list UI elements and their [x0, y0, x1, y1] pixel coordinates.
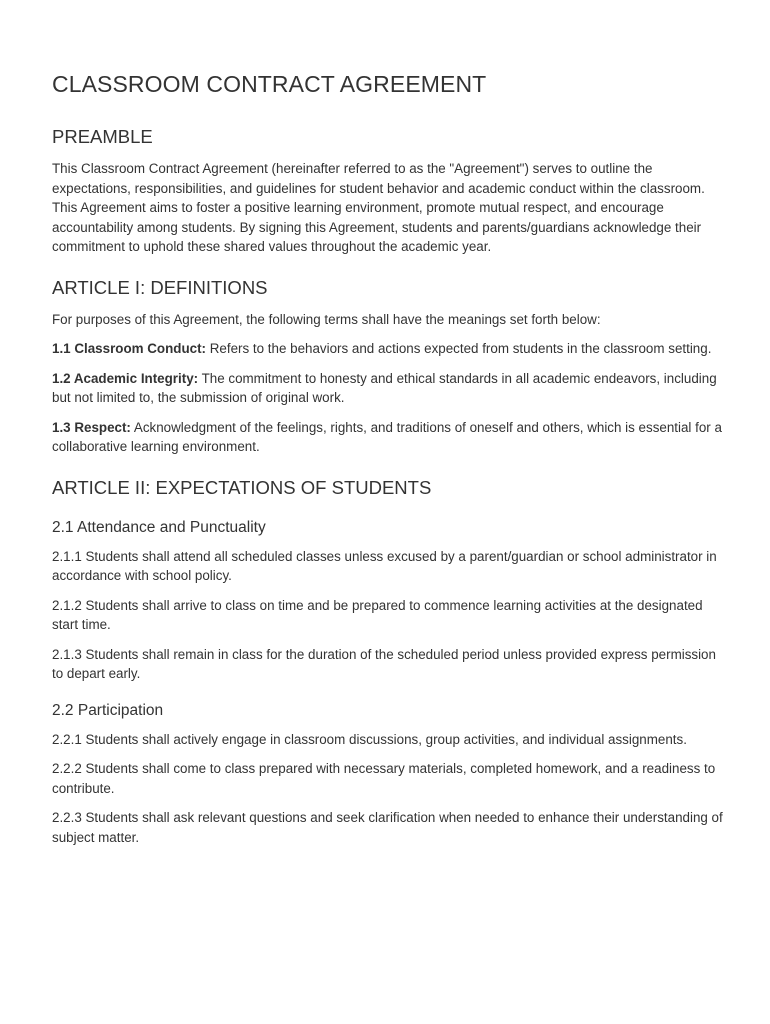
- clause-2-2-2: 2.2.2 Students shall come to class prepared with necessary materials, completed homework, and a readiness to contribute.: [52, 761, 716, 796]
- preamble-text: This Classroom Contract Agreement (hereinafter referred to as the "Agreement") serves to outline the expectations, responsibilities, and guidelines for student behavior and academic conduct within the classroom. This Agreement aims to foster a positive learning environment, promote mutual respect, and encourage accountability among students. By signing this Agreement, students and parents/guardians acknowledge their commitment to uphold these shared values throughout the academic year.: [52, 161, 705, 254]
- clause-2-1-3: 2.1.3 Students shall remain in class for the duration of the scheduled period unless provided express permission to depart early.: [52, 646, 716, 681]
- clause-2-2-3: 2.2.3 Students shall ask relevant questions and seek clarification when needed to enhance their understanding of subject matter.: [52, 810, 723, 845]
- document-title: CLASSROOM CONTRACT AGREEMENT: [52, 71, 487, 97]
- definition-1-1: [52, 339, 724, 359]
- clause-2-2-1: 2.2.1 Students shall actively engage in classroom discussions, group activities, and individual assignments.: [52, 731, 687, 747]
- definition-1-3: [52, 418, 724, 457]
- article-1-heading: ARTICLE I: DEFINITIONS: [52, 276, 268, 298]
- definition-text: Acknowledgment of the feelings, rights, and traditions of oneself and others, which is essential for a collaborative learning environment.: [52, 419, 722, 454]
- definition-term: 1.2 Academic Integrity:: [52, 370, 199, 386]
- clause-2-1-2: 2.1.2 Students shall arrive to class on time and be prepared to commence learning activities at the designated start time.: [52, 597, 703, 632]
- document-page: [52, 68, 724, 857]
- definition-1-2: [52, 369, 724, 408]
- article-1-intro: For purposes of this Agreement, the following terms shall have the meanings set forth below:: [52, 311, 601, 327]
- definition-term: 1.1 Classroom Conduct:: [52, 341, 207, 356]
- definition-text: The commitment to honesty and ethical standards in all academic endeavors, including but not limited to, the submission of original work.: [52, 370, 717, 405]
- preamble-heading: PREAMBLE: [52, 126, 153, 147]
- article-2-heading: ARTICLE II: EXPECTATIONS OF STUDENTS: [52, 476, 432, 498]
- section-2-2-heading: 2.2 Participation: [52, 701, 164, 719]
- section-2-1-heading: 2.1 Attendance and Punctuality: [52, 518, 266, 536]
- clause-2-1-1: 2.1.1 Students shall attend all scheduled classes unless excused by a parent/guardian or school administrator in accordance with school policy.: [52, 548, 717, 583]
- definition-text: Refers to the behaviors and actions expected from students in the classroom setting.: [206, 341, 712, 356]
- definition-term: 1.3 Respect:: [52, 419, 131, 435]
